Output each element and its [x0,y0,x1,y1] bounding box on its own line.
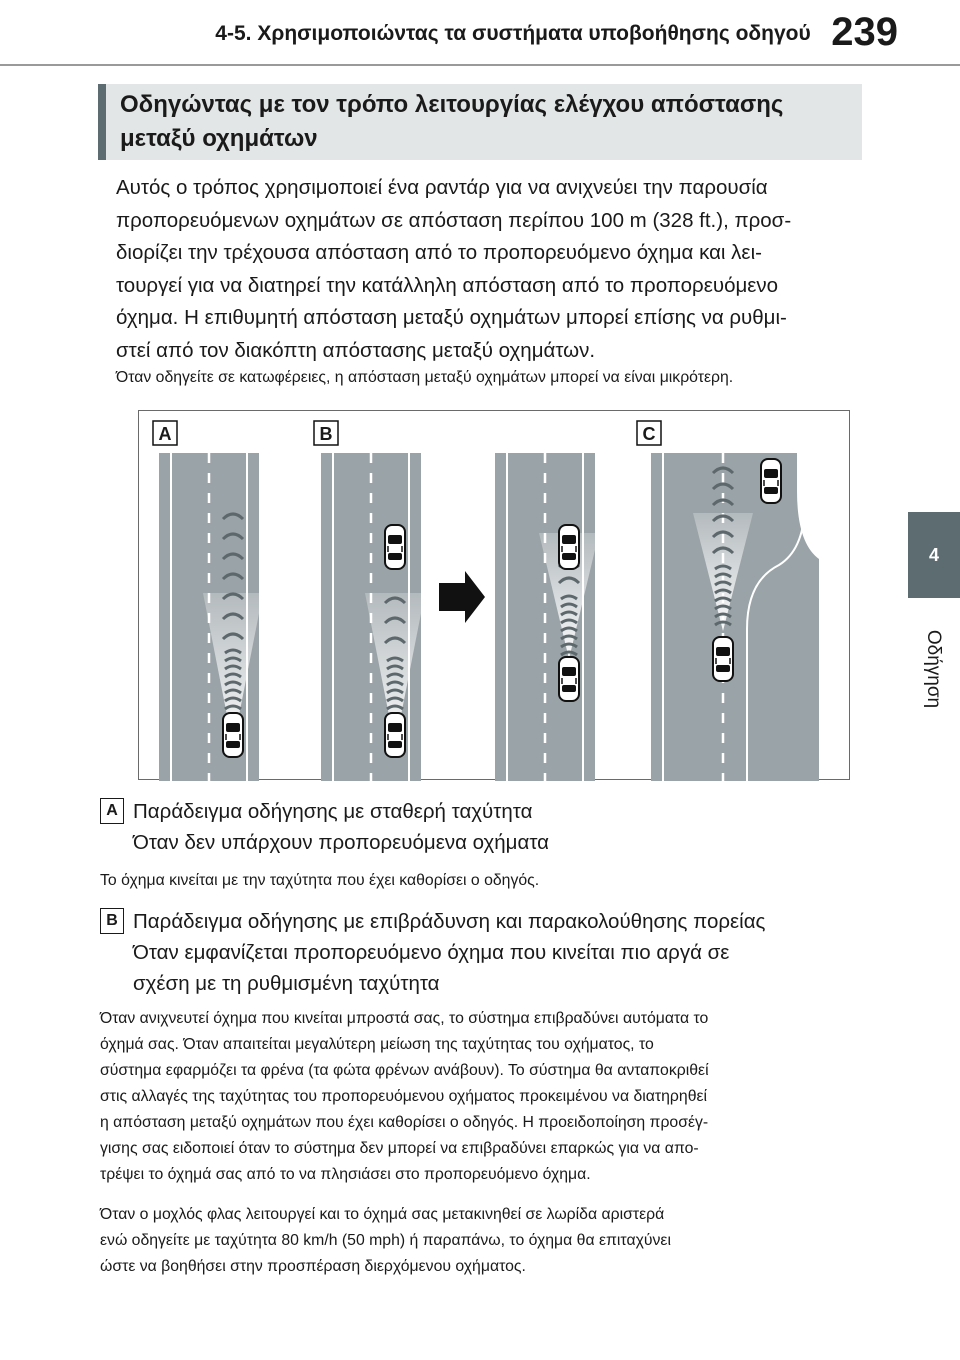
arrow-right-icon [439,571,485,623]
figure-label-a: A [158,424,172,444]
item-b-desc-line: στις αλλαγές της ταχύτητας του προπορευόμενου οχήματος προκειμένου να διατηρηθεί [100,1088,708,1105]
intro-line: προπορευόμενων οχημάτων σε απόσταση περίπου 100 m (328 ft.), προσ- [116,208,792,232]
distance-control-figure [138,410,850,780]
item-b-desc-line: σύστημα εφαρμόζει τα φρένα (τα φώτα φρένων ανάβουν). Το σύστημα θα ανταποκριθεί [100,1062,709,1079]
intro-line: διορίζει την τρέχουσα απόσταση από το προπορευόμενο όχημα και λει- [116,241,762,264]
section-heading-line1: Οδηγώντας με τον τρόπο λειτουργίας ελέγχου απόστασης [120,91,784,118]
intro-line: στεί από τον διακόπτη απόστασης μεταξύ οχημάτων. [116,338,596,362]
item-b-desc-line: τρέψει το όχημά σας από το να πλησιάσει στο προπορευόμενο όχημα. [100,1166,591,1183]
section-heading [98,84,862,160]
item-b-title: Παράδειγμα οδήγησης με επιβράδυνση και παρακολούθησης πορείας [133,910,766,933]
section-heading-line2: μεταξύ οχημάτων [120,125,318,152]
item-b-desc-line: γισης σας ειδοποιεί όταν το σύστημα δεν μπορεί να επιβραδύνει επαρκώς για να απο- [100,1140,699,1157]
chapter-tab-label: Οδήγηση [923,629,944,709]
road-illustration [139,411,851,781]
chapter-header-title: 4-5. Χρησιμοποιώντας τα συστήματα υποβοήθησης οδηγού [215,22,811,45]
item-b-description [100,1006,862,1188]
intro-line: όχημα. Η επιθυμητή απόσταση μεταξύ οχημάτων μπορεί επίσης να ρυθμι- [116,306,787,329]
intro-paragraph [116,172,860,367]
item-b-tag: B [100,908,124,934]
item-a-description: Το όχημα κινείται με την ταχύτητα που έχει καθορίσει ο οδηγός. [100,872,540,889]
figure-label-b: B [319,424,333,444]
overtake-note-line: ώστε να βοηθήσει στην προσπέραση διερχόμενου οχήματος. [100,1258,526,1275]
item-a-subtitle: Όταν δεν υπάρχουν προπορευόμενα οχήματα [133,831,549,854]
intro-line: Αυτός ο τρόπος χρησιμοποιεί ένα ραντάρ για να ανιχνεύει την παρουσία [116,176,768,199]
item-b-desc-line: Όταν ανιχνευτεί όχημα που κινείται μπροστά σας, το σύστημα επιβραδύνει αυτόματα το [100,1010,709,1027]
overtake-note-line: Όταν ο μοχλός φλας λειτουργεί και το όχημά σας μετακινηθεί σε λωρίδα αριστερά [100,1206,665,1223]
chapter-tab: 4 [908,512,960,598]
overtake-note-line: ενώ οδηγείτε με ταχύτητα 80 km/h (50 mph) ή παραπάνω, το όχημα θα επιταχύνει [100,1232,671,1249]
header-divider [0,64,960,66]
item-a-title: Παράδειγμα οδήγησης με σταθερή ταχύτητα [133,800,533,823]
figure-label-c: C [642,424,656,444]
item-a-tag: A [100,798,124,824]
item-b-subtitle: σχέση με τη ρυθμισμένη ταχύτητα [133,972,440,995]
item-b-subtitle: Όταν εμφανίζεται προπορευόμενο όχημα που κινείται πιο αργά σε [133,941,730,964]
intro-line: τουργεί για να διατηρεί την κατάλληλη απόσταση από το προπορευόμενο [116,273,779,297]
item-b-desc-line: η απόσταση μεταξύ οχημάτων που έχει καθορίσει ο οδηγός. Η προειδοποίηση προσέγ- [100,1114,709,1131]
intro-note: Όταν οδηγείτε σε κατωφέρειες, η απόσταση μεταξύ οχημάτων μπορεί να είναι μικρότερη. [116,369,734,386]
item-b-desc-line: όχημά σας. Όταν απαιτείται μεγαλύτερη μείωση της ταχύτητας του οχήματος, το [100,1036,654,1053]
overtake-note [100,1202,862,1280]
page-number: 239 [831,10,898,54]
